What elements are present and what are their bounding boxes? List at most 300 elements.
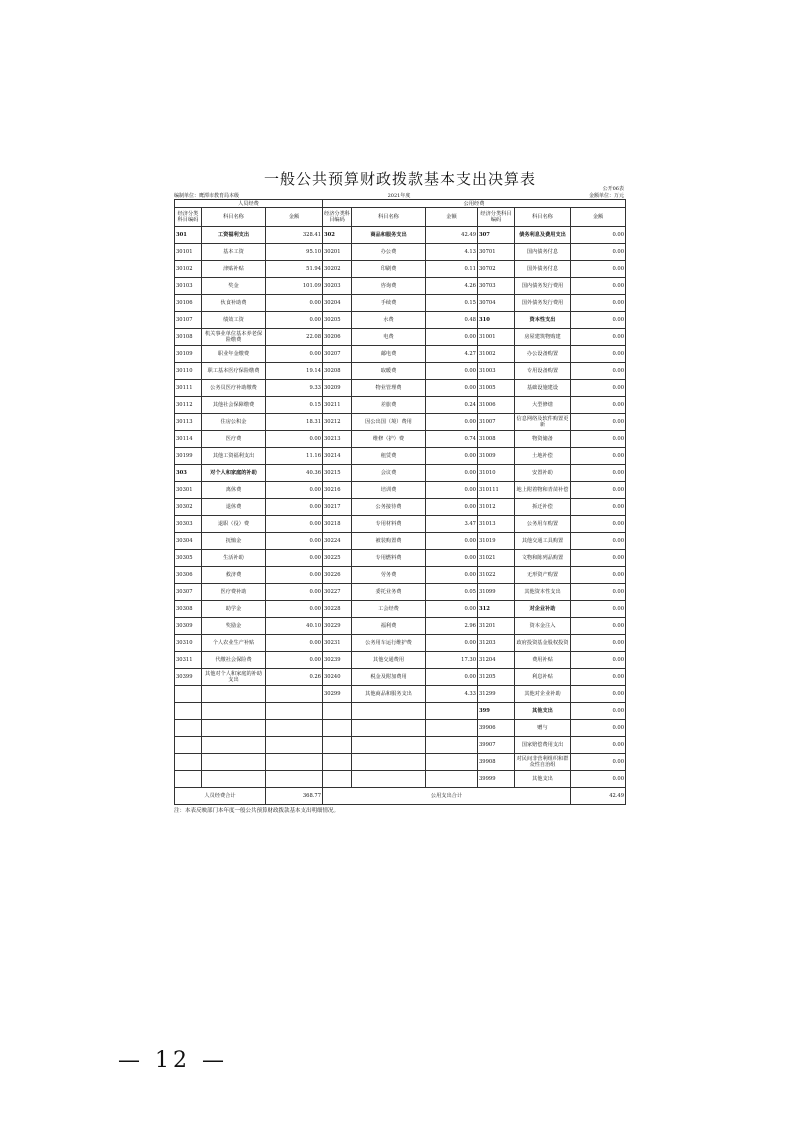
cell-name: 地上附着物和青苗补偿 — [515, 482, 571, 499]
header-code: 经济分类科目编码 — [478, 208, 515, 227]
cell-code: 30214 — [323, 448, 352, 465]
table-row — [175, 397, 626, 414]
cell-amount: 95.10 — [266, 244, 323, 261]
cell-name: 邮电费 — [352, 346, 426, 363]
header-name: 科目名称 — [202, 208, 266, 227]
cell-code: 31099 — [478, 584, 515, 601]
cell-amount: 0.00 — [571, 669, 626, 686]
table-row — [175, 482, 626, 499]
cell-name: 其他商品和服务支出 — [352, 686, 426, 703]
cell-amount: 0.00 — [571, 550, 626, 567]
cell-code: 30217 — [323, 499, 352, 516]
cell-code: 31010 — [478, 465, 515, 482]
cell-code — [175, 686, 202, 703]
cell-code — [175, 720, 202, 737]
header-name: 科目名称 — [515, 208, 571, 227]
table-row — [175, 380, 626, 397]
cell-code: 312 — [478, 601, 515, 618]
cell-amount: 4.27 — [426, 346, 478, 363]
cell-code: 30203 — [323, 278, 352, 295]
totals-row — [175, 788, 626, 805]
cell-name: 其他对个人和家庭的补助支出 — [202, 669, 266, 686]
cell-code: 301 — [175, 227, 202, 244]
cell-name: 助学金 — [202, 601, 266, 618]
cell-amount: 0.00 — [266, 567, 323, 584]
cell-name: 退职（役）费 — [202, 516, 266, 533]
cell-code: 30304 — [175, 533, 202, 550]
header-code: 经济分类科目编码 — [175, 208, 202, 227]
cell-amount: 11.16 — [266, 448, 323, 465]
cell-amount: 0.00 — [426, 669, 478, 686]
cell-name — [352, 754, 426, 771]
cell-code: 30101 — [175, 244, 202, 261]
cell-name: 对企业补助 — [515, 601, 571, 618]
cell-code: 31204 — [478, 652, 515, 669]
cell-code: 310 — [478, 312, 515, 329]
cell-amount: 0.00 — [266, 431, 323, 448]
cell-code: 30306 — [175, 567, 202, 584]
cell-name: 机关事业单位基本养老保险缴费 — [202, 329, 266, 346]
cell-amount: 40.10 — [266, 618, 323, 635]
cell-name: 公务用车购置 — [515, 516, 571, 533]
cell-name: 咨询费 — [352, 278, 426, 295]
cell-code: 30239 — [323, 652, 352, 669]
cell-code: 31006 — [478, 397, 515, 414]
cell-name: 专用燃料费 — [352, 550, 426, 567]
cell-code: 31019 — [478, 533, 515, 550]
cell-amount — [426, 720, 478, 737]
cell-code: 39999 — [478, 771, 515, 788]
cell-amount — [426, 703, 478, 720]
table-row — [175, 533, 626, 550]
cell-code: 30702 — [478, 261, 515, 278]
cell-code: 30308 — [175, 601, 202, 618]
cell-name: 职业年金缴费 — [202, 346, 266, 363]
cell-code — [323, 771, 352, 788]
cell-name: 工会经费 — [352, 601, 426, 618]
cell-amount: 0.00 — [266, 499, 323, 516]
cell-amount — [426, 737, 478, 754]
table-row — [175, 550, 626, 567]
cell-code — [323, 720, 352, 737]
table-row — [175, 669, 626, 686]
cell-amount — [266, 720, 323, 737]
cell-name — [202, 703, 266, 720]
cell-name — [202, 737, 266, 754]
cell-amount: 0.11 — [426, 261, 478, 278]
public-total-label: 公用支出合计 — [323, 788, 571, 805]
cell-name: 办公费 — [352, 244, 426, 261]
cell-name: 租赁费 — [352, 448, 426, 465]
cell-name: 其他工资福利支出 — [202, 448, 266, 465]
table-row — [175, 329, 626, 346]
cell-name: 其他交通费用 — [352, 652, 426, 669]
cell-name: 其他对企业补助 — [515, 686, 571, 703]
cell-code: 30114 — [175, 431, 202, 448]
cell-amount: 22.08 — [266, 329, 323, 346]
cell-amount: 0.00 — [571, 720, 626, 737]
table-row — [175, 771, 626, 788]
cell-code: 30206 — [323, 329, 352, 346]
cell-name: 基础设施建设 — [515, 380, 571, 397]
cell-amount: 0.00 — [266, 516, 323, 533]
cell-name: 物资储备 — [515, 431, 571, 448]
cell-amount: 0.15 — [426, 295, 478, 312]
cell-name: 其他支出 — [515, 771, 571, 788]
cell-name: 国内债务发行费用 — [515, 278, 571, 295]
cell-amount: 0.00 — [571, 499, 626, 516]
cell-code: 307 — [478, 227, 515, 244]
cell-name: 对民间非营利组织和群众性自治组 — [515, 754, 571, 771]
cell-name: 赠与 — [515, 720, 571, 737]
cell-amount: 0.00 — [571, 482, 626, 499]
cell-name: 绩效工资 — [202, 312, 266, 329]
cell-name: 奖励金 — [202, 618, 266, 635]
cell-code: 30218 — [323, 516, 352, 533]
cell-name: 政府投资基金股权投资 — [515, 635, 571, 652]
cell-amount: 0.00 — [571, 261, 626, 278]
cell-amount: 0.00 — [426, 550, 478, 567]
table-row — [175, 312, 626, 329]
cell-amount: 0.00 — [266, 635, 323, 652]
cell-code: 30107 — [175, 312, 202, 329]
cell-code: 30311 — [175, 652, 202, 669]
cell-name: 专用材料费 — [352, 516, 426, 533]
cell-code: 31201 — [478, 618, 515, 635]
cell-amount — [266, 686, 323, 703]
cell-code — [175, 754, 202, 771]
amount-unit: 金额单位：万元 — [588, 193, 624, 199]
compiling-unit: 编制单位：鹰潭市教育局本级 — [174, 193, 240, 199]
cell-name: 医疗费 — [202, 431, 266, 448]
cell-name: 土地补偿 — [515, 448, 571, 465]
cell-code: 30106 — [175, 295, 202, 312]
cell-name: 办公设备购置 — [515, 346, 571, 363]
cell-code: 30103 — [175, 278, 202, 295]
cell-name: 个人农业生产补贴 — [202, 635, 266, 652]
cell-amount: 0.00 — [426, 329, 478, 346]
cell-name — [352, 771, 426, 788]
cell-code — [323, 737, 352, 754]
cell-code — [175, 771, 202, 788]
cell-name: 文物和陈列品购置 — [515, 550, 571, 567]
fiscal-year: 2021年度 — [387, 193, 411, 199]
cell-code — [175, 737, 202, 754]
cell-code: 30113 — [175, 414, 202, 431]
cell-code: 303 — [175, 465, 202, 482]
cell-amount: 0.00 — [266, 295, 323, 312]
cell-amount: 9.33 — [266, 380, 323, 397]
cell-name: 税金及附加费用 — [352, 669, 426, 686]
cell-name: 奖金 — [202, 278, 266, 295]
cell-code: 399 — [478, 703, 515, 720]
cell-code: 30211 — [323, 397, 352, 414]
header-amount: 金额 — [266, 208, 323, 227]
cell-name: 伙食补助费 — [202, 295, 266, 312]
cell-code: 30310 — [175, 635, 202, 652]
cell-amount: 0.00 — [571, 601, 626, 618]
cell-code: 31205 — [478, 669, 515, 686]
cell-code — [323, 754, 352, 771]
cell-code: 30227 — [323, 584, 352, 601]
cell-amount: 0.00 — [571, 584, 626, 601]
cell-amount: 0.00 — [426, 499, 478, 516]
cell-name: 物业管理费 — [352, 380, 426, 397]
cell-name: 无形资产购置 — [515, 567, 571, 584]
cell-name: 大型修缮 — [515, 397, 571, 414]
cell-amount: 0.00 — [266, 601, 323, 618]
cell-name — [202, 771, 266, 788]
personnel-total-value: 368.77 — [266, 788, 323, 805]
cell-amount: 0.00 — [571, 635, 626, 652]
cell-amount: 0.00 — [426, 380, 478, 397]
cell-name: 手续费 — [352, 295, 426, 312]
cell-code: 30205 — [323, 312, 352, 329]
cell-amount: 4.26 — [426, 278, 478, 295]
table-row — [175, 414, 626, 431]
cell-amount: 0.05 — [426, 584, 478, 601]
cell-code: 30212 — [323, 414, 352, 431]
cell-name: 职工基本医疗保险缴费 — [202, 363, 266, 380]
cell-amount: 0.00 — [571, 329, 626, 346]
cell-code: 31001 — [478, 329, 515, 346]
cell-amount: 18.31 — [266, 414, 323, 431]
table-row — [175, 363, 626, 380]
cell-amount: 0.00 — [571, 278, 626, 295]
table-note: 注：本表反映部门本年度一般公共预算财政拨款基本支出明细情况。 — [174, 808, 340, 814]
table-row — [175, 448, 626, 465]
cell-name: 其他交通工具购置 — [515, 533, 571, 550]
public-total-value: 42.49 — [571, 788, 626, 805]
cell-name — [202, 686, 266, 703]
cell-name: 国内债务付息 — [515, 244, 571, 261]
cell-name: 差旅费 — [352, 397, 426, 414]
cell-code: 31002 — [478, 346, 515, 363]
cell-amount — [426, 771, 478, 788]
cell-code: 31005 — [478, 380, 515, 397]
cell-amount: 0.00 — [426, 601, 478, 618]
cell-name: 水费 — [352, 312, 426, 329]
cell-code: 30399 — [175, 669, 202, 686]
cell-code: 30225 — [323, 550, 352, 567]
cell-amount: 0.00 — [571, 312, 626, 329]
cell-amount: 0.00 — [426, 482, 478, 499]
header-name: 科目名称 — [352, 208, 426, 227]
header-amount: 金额 — [426, 208, 478, 227]
cell-name: 其他资本性支出 — [515, 584, 571, 601]
cell-code: 30226 — [323, 567, 352, 584]
cell-code: 30704 — [478, 295, 515, 312]
cell-code: 31003 — [478, 363, 515, 380]
cell-name: 对个人和家庭的补助 — [202, 465, 266, 482]
cell-name: 资本金注入 — [515, 618, 571, 635]
cell-amount: 0.24 — [426, 397, 478, 414]
table-row — [175, 499, 626, 516]
cell-name: 生活补助 — [202, 550, 266, 567]
table-row — [175, 465, 626, 482]
cell-name: 国外债务发行费用 — [515, 295, 571, 312]
cell-amount: 17.30 — [426, 652, 478, 669]
cell-amount — [426, 754, 478, 771]
cell-code: 31013 — [478, 516, 515, 533]
cell-name: 维修（护）费 — [352, 431, 426, 448]
cell-name — [352, 720, 426, 737]
cell-code: 39908 — [478, 754, 515, 771]
cell-name: 取暖费 — [352, 363, 426, 380]
cell-name: 债务利息及费用支出 — [515, 227, 571, 244]
cell-code: 30215 — [323, 465, 352, 482]
cell-amount: 0.48 — [426, 312, 478, 329]
cell-amount: 0.00 — [426, 635, 478, 652]
cell-code: 30703 — [478, 278, 515, 295]
cell-amount: 19.14 — [266, 363, 323, 380]
cell-code: 30208 — [323, 363, 352, 380]
cell-name: 退休费 — [202, 499, 266, 516]
cell-amount: 0.00 — [571, 414, 626, 431]
cell-name: 资本性支出 — [515, 312, 571, 329]
form-code: 公开06表 — [602, 186, 624, 192]
cell-name: 劳务费 — [352, 567, 426, 584]
personnel-total-label: 人员经费合计 — [175, 788, 266, 805]
cell-name: 公务用车运行维护费 — [352, 635, 426, 652]
cell-code: 30109 — [175, 346, 202, 363]
cell-code: 39907 — [478, 737, 515, 754]
cell-code: 31022 — [478, 567, 515, 584]
cell-amount: 0.00 — [571, 380, 626, 397]
report-title: 一般公共预算财政拨款基本支出决算表 — [263, 170, 536, 188]
cell-amount: 4.13 — [426, 244, 478, 261]
cell-name: 利息补贴 — [515, 669, 571, 686]
table-row — [175, 754, 626, 771]
cell-amount: 0.00 — [571, 397, 626, 414]
cell-code: 30202 — [323, 261, 352, 278]
cell-code: 31203 — [478, 635, 515, 652]
cell-amount: 0.00 — [266, 533, 323, 550]
cell-amount: 0.00 — [571, 652, 626, 669]
cell-name: 其他社会保障缴费 — [202, 397, 266, 414]
cell-name: 救济费 — [202, 567, 266, 584]
cell-code: 30305 — [175, 550, 202, 567]
cell-code: 30112 — [175, 397, 202, 414]
cell-name: 其他支出 — [515, 703, 571, 720]
cell-amount: 0.00 — [266, 652, 323, 669]
cell-code: 310111 — [478, 482, 515, 499]
cell-name — [352, 737, 426, 754]
cell-code: 30209 — [323, 380, 352, 397]
cell-code: 30228 — [323, 601, 352, 618]
cell-amount: 0.00 — [571, 363, 626, 380]
table-row — [175, 346, 626, 363]
page-number: — 12 — — [118, 1048, 228, 1073]
cell-amount: 0.00 — [571, 618, 626, 635]
cell-amount: 40.36 — [266, 465, 323, 482]
cell-amount: 4.33 — [426, 686, 478, 703]
cell-amount: 0.26 — [266, 669, 323, 686]
cell-code: 31021 — [478, 550, 515, 567]
table-row — [175, 720, 626, 737]
cell-amount: 2.96 — [426, 618, 478, 635]
cell-amount: 0.00 — [266, 550, 323, 567]
cell-name: 抚恤金 — [202, 533, 266, 550]
cell-code: 30110 — [175, 363, 202, 380]
cell-amount: 0.00 — [571, 431, 626, 448]
table-row — [175, 635, 626, 652]
cell-amount: 0.00 — [571, 703, 626, 720]
cell-name: 费用补贴 — [515, 652, 571, 669]
header-amount: 金额 — [571, 208, 626, 227]
table-row — [175, 686, 626, 703]
cell-name: 住房公积金 — [202, 414, 266, 431]
cell-name: 被装购置费 — [352, 533, 426, 550]
section-public: 公用经费 — [323, 200, 626, 208]
cell-amount: 0.00 — [571, 567, 626, 584]
cell-code: 30204 — [323, 295, 352, 312]
cell-code: 31009 — [478, 448, 515, 465]
cell-code — [175, 703, 202, 720]
cell-amount: 0.00 — [571, 771, 626, 788]
cell-code: 30302 — [175, 499, 202, 516]
expenditure-table — [174, 199, 626, 805]
cell-amount: 0.00 — [426, 414, 478, 431]
cell-code: 31299 — [478, 686, 515, 703]
cell-amount: 0.00 — [571, 448, 626, 465]
table-row — [175, 601, 626, 618]
table-row — [175, 652, 626, 669]
cell-code: 30303 — [175, 516, 202, 533]
cell-code: 30301 — [175, 482, 202, 499]
cell-amount: 101.09 — [266, 278, 323, 295]
cell-code: 31008 — [478, 431, 515, 448]
cell-code: 30309 — [175, 618, 202, 635]
cell-name: 专用设备购置 — [515, 363, 571, 380]
cell-name: 离休费 — [202, 482, 266, 499]
cell-name: 基本工资 — [202, 244, 266, 261]
cell-name: 信息网络及软件购置更新 — [515, 414, 571, 431]
table-row — [175, 703, 626, 720]
cell-code: 39906 — [478, 720, 515, 737]
table-row — [175, 516, 626, 533]
cell-name: 电费 — [352, 329, 426, 346]
table-row — [175, 227, 626, 244]
column-header-row — [175, 208, 626, 227]
cell-code: 31012 — [478, 499, 515, 516]
cell-name: 公务接待费 — [352, 499, 426, 516]
cell-amount: 0.00 — [266, 482, 323, 499]
cell-name: 委托业务费 — [352, 584, 426, 601]
cell-amount: 0.00 — [266, 312, 323, 329]
cell-amount: 0.00 — [266, 346, 323, 363]
cell-code: 30231 — [323, 635, 352, 652]
cell-code: 30207 — [323, 346, 352, 363]
cell-code: 30108 — [175, 329, 202, 346]
cell-amount: 328.41 — [266, 227, 323, 244]
cell-amount — [266, 703, 323, 720]
table-row — [175, 244, 626, 261]
cell-code: 30102 — [175, 261, 202, 278]
cell-code: 30216 — [323, 482, 352, 499]
cell-name — [202, 720, 266, 737]
cell-name — [352, 703, 426, 720]
cell-amount — [266, 771, 323, 788]
cell-name: 国家赔偿费用支出 — [515, 737, 571, 754]
cell-amount: 0.00 — [571, 737, 626, 754]
cell-code: 30213 — [323, 431, 352, 448]
cell-name: 培训费 — [352, 482, 426, 499]
cell-code: 30111 — [175, 380, 202, 397]
cell-amount: 0.00 — [426, 533, 478, 550]
cell-code: 30307 — [175, 584, 202, 601]
cell-name: 商品和服务支出 — [352, 227, 426, 244]
